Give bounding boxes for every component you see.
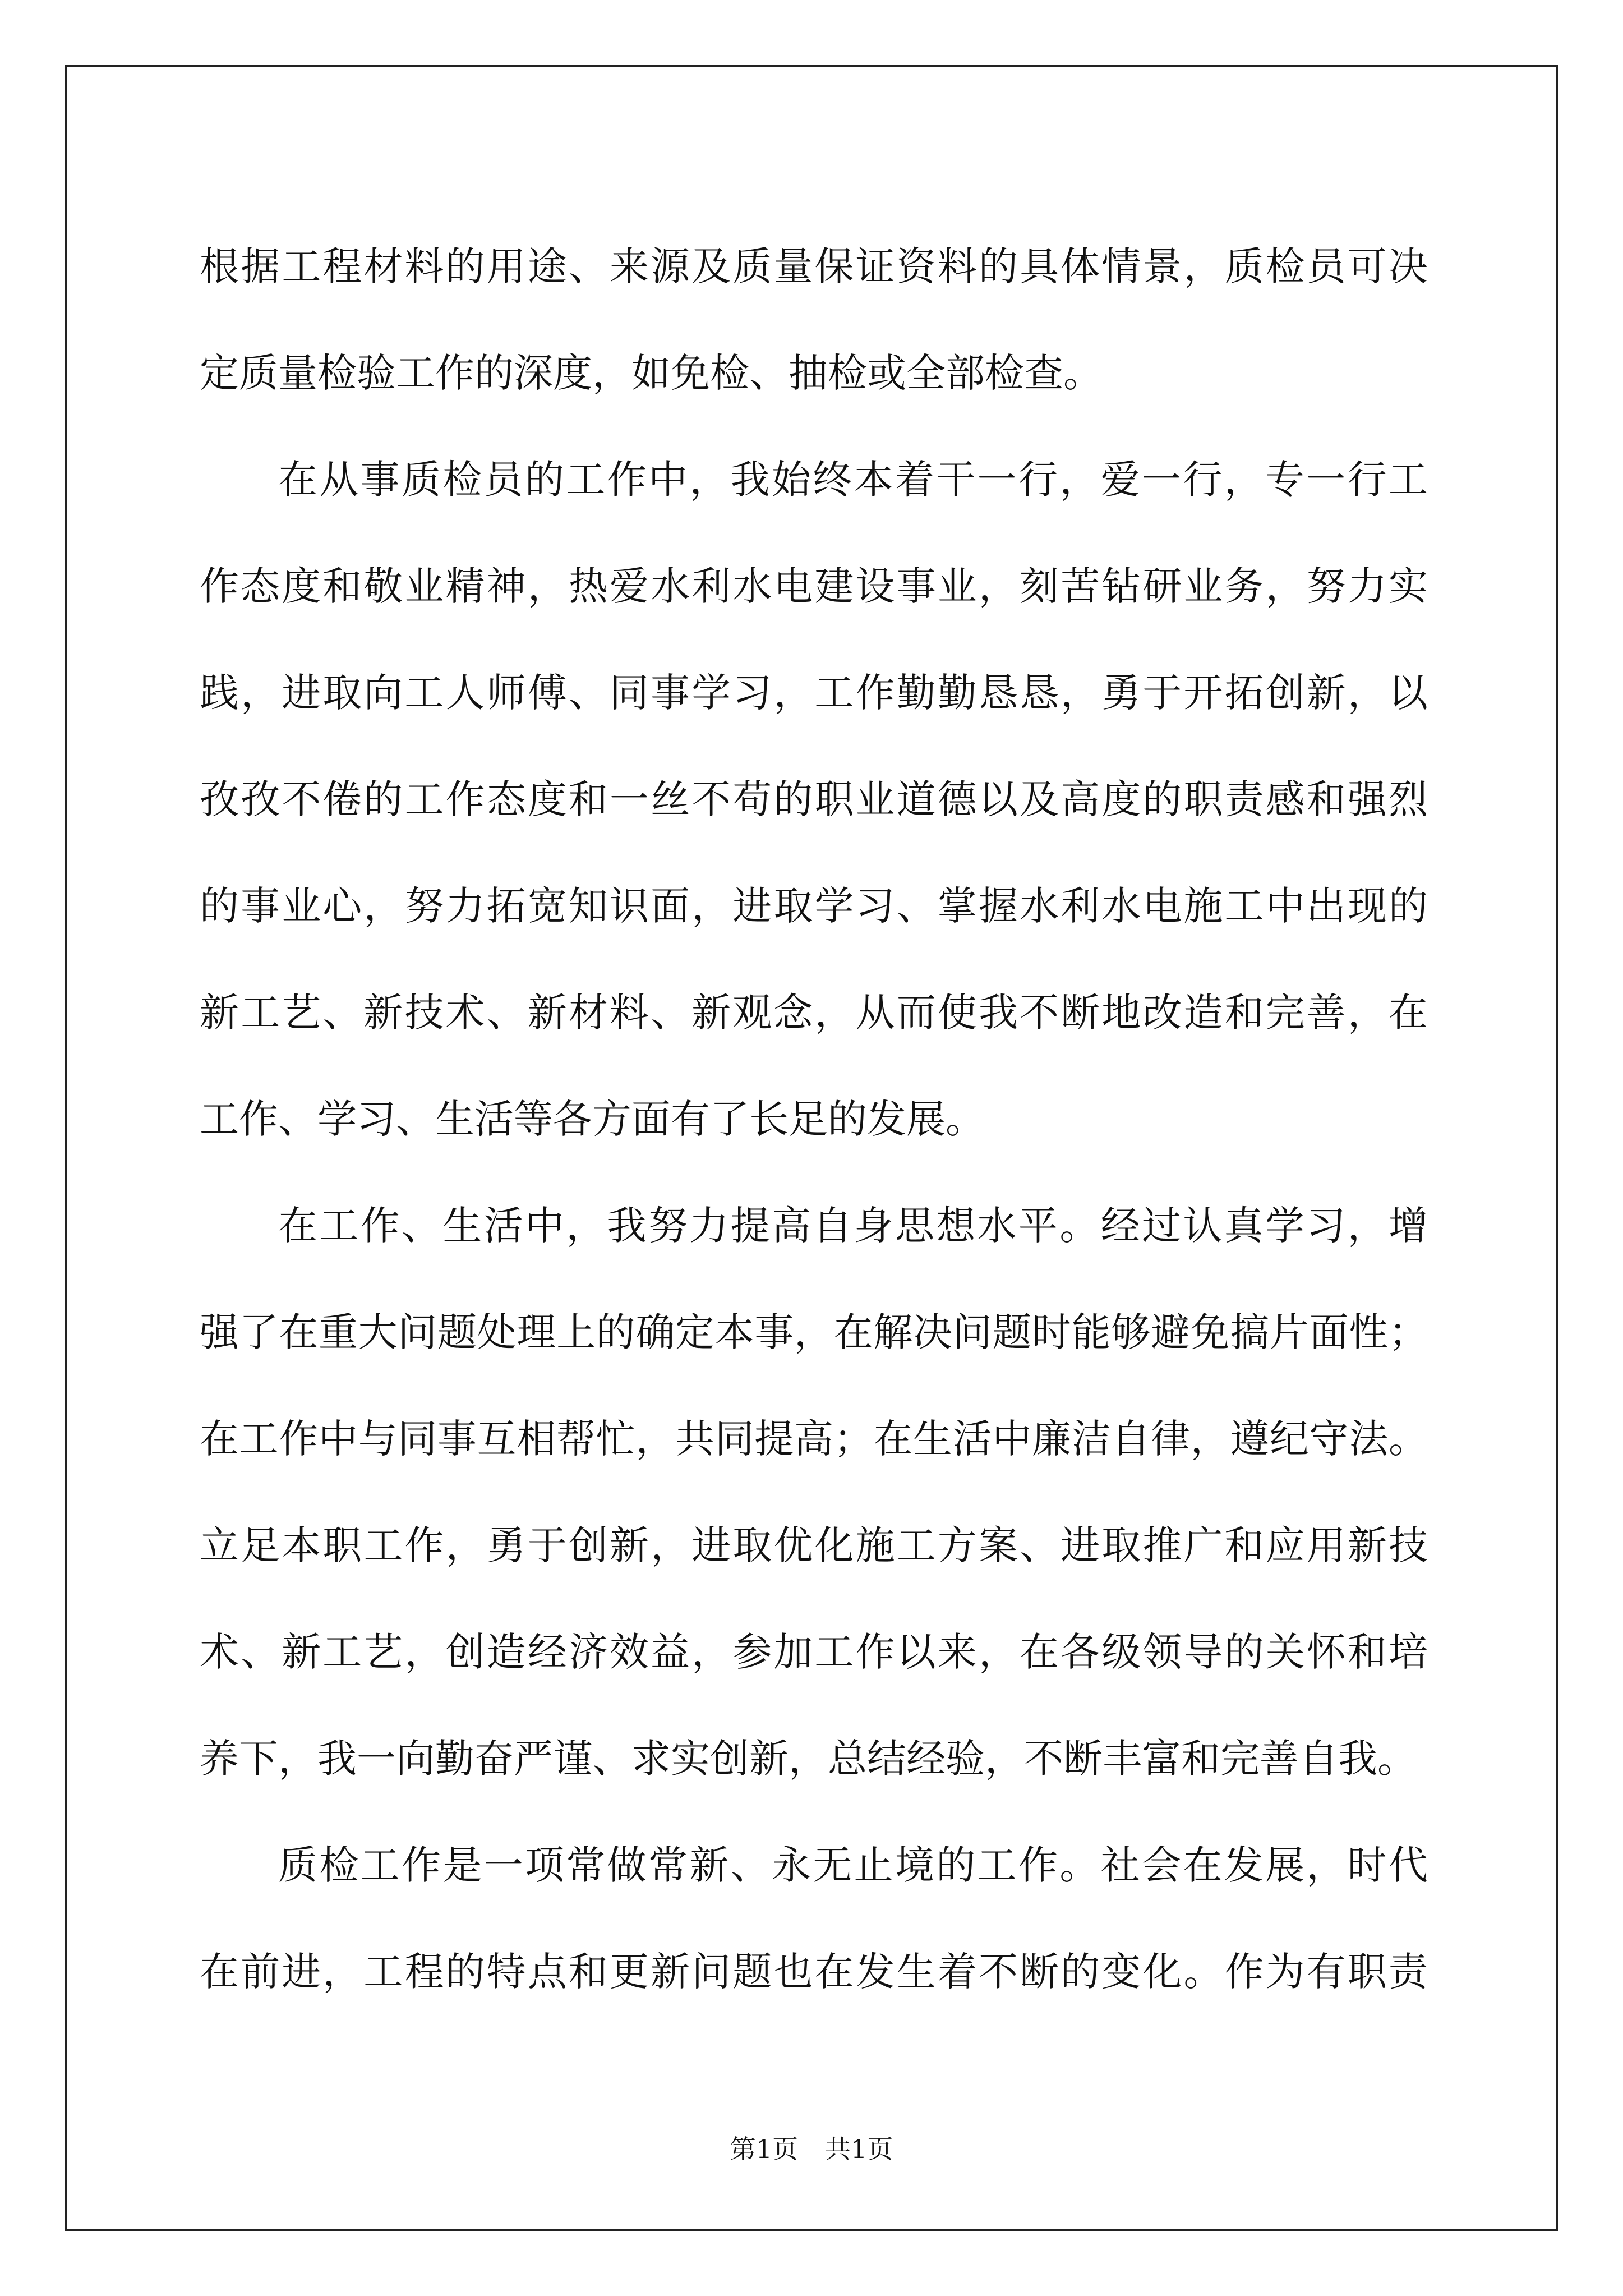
paragraph-line: 作态度和敬业精神，热爱水利水电建设事业，刻苦钻研业务，努力实 [200, 563, 1428, 609]
paragraph-line: 强了在重大问题处理上的确定本事，在解决问题时能够避免搞片面性； [200, 1309, 1428, 1355]
paragraph-line: 在工作、生活中，我努力提高自身思想水平。经过认真学习，增 [278, 1203, 1428, 1249]
paragraph-line: 定质量检验工作的深度，如免检、抽检或全部检查。 [200, 350, 1103, 396]
paragraph-line: 立足本职工作，勇于创新，进取优化施工方案、进取推广和应用新技 [200, 1522, 1428, 1568]
paragraph-line: 的事业心，努力拓宽知识面，进取学习、掌握水利水电施工中出现的 [200, 883, 1428, 929]
paragraph-line: 在工作中与同事互相帮忙，共同提高；在生活中廉洁自律，遵纪守法。 [200, 1416, 1428, 1462]
page-footer [0, 2129, 1623, 2166]
paragraph-line: 新工艺、新技术、新材料、新观念，从而使我不断地改造和完善，在 [200, 990, 1428, 1036]
page-number: 第1页 [730, 2134, 798, 2164]
paragraph-line: 根据工程材料的用途、来源及质量保证资料的具体情景，质检员可决 [200, 243, 1428, 289]
paragraph-line: 孜孜不倦的工作态度和一丝不苟的职业道德以及高度的职责感和强烈 [200, 776, 1428, 822]
paragraph-line: 践，进取向工人师傅、同事学习，工作勤勤恳恳，勇于开拓创新，以 [200, 670, 1428, 716]
document-body [200, 213, 1428, 2025]
paragraph-line: 质检工作是一项常做常新、永无止境的工作。社会在发展，时代 [278, 1842, 1428, 1888]
page-total: 共1页 [825, 2134, 893, 2164]
paragraph-line: 在从事质检员的工作中，我始终本着干一行，爱一行，专一行工 [278, 457, 1428, 503]
paragraph-line: 养下，我一向勤奋严谨、求实创新，总结经验，不断丰富和完善自我。 [200, 1736, 1417, 1782]
paragraph-line: 在前进，工程的特点和更新问题也在发生着不断的变化。作为有职责 [200, 1949, 1428, 1995]
paragraph-line: 工作、学习、生活等各方面有了长足的发展。 [200, 1096, 985, 1142]
paragraph-line: 术、新工艺，创造经济效益，参加工作以来，在各级领导的关怀和培 [200, 1629, 1428, 1675]
